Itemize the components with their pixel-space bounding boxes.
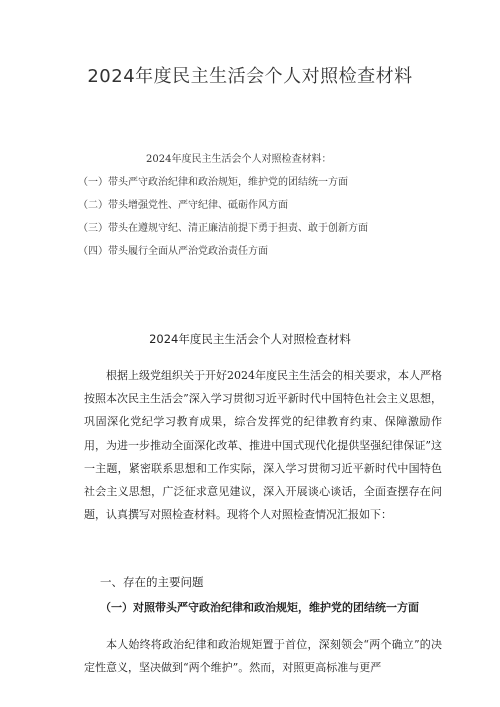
section-heading: 一、存在的主要问题 [100,575,204,589]
toc-item: （一）带头严守政治纪律和政治规矩，维护党的团结统一方面 [78,177,348,188]
intro-paragraph: 根据上级党组织关于开好2024年度民主生活会的相关要求，本人严格按照本次民主生活会”深入学习贯彻习近平新时代中国特色社会主义思想，巩固深化党纪学习教育成果，综合发挥党的纪律教育约束、保障激励作用，为进一步推动全面深化改革、推进中国式现代化提供坚强纪律保证”这一主题，紧密联系思想和工作实际，深入学习贯彻习近平新时代中国特色社会主义思想，广泛征求意见建议，深入开展谈心谈话，全面查摆存在问题，认真撰写对照检查材料。现将个人对照检查情况汇报如下： [84,369,442,522]
toc-item: （三）带头在遵规守纪、清正廉洁前提下勇于担责、敢于创新方面 [78,223,368,234]
body-paragraph: 本人始终将政治纪律和政治规矩置于首位，深刻领会“两个确立”的决定性意义，坚决做到“两个维护”。然而，对照更高标准与更严 [84,638,442,675]
toc-item: （四）带头履行全面从严治党政治责任方面 [78,246,268,257]
table-of-contents [78,150,438,262]
toc-heading: 2024年度民主生活会个人对照检查材料： [146,154,332,165]
page-title: 2024年度民主生活会个人对照检查材料 [87,66,413,87]
subsection-heading: （一）对照带头严守政治纪律和政治规矩，维护党的团结统一方面 [100,601,419,614]
toc-item: （二）带头增强党性、严守纪律、砥砺作风方面 [78,200,288,211]
document-title: 2024年度民主生活会个人对照检查材料 [149,332,351,346]
